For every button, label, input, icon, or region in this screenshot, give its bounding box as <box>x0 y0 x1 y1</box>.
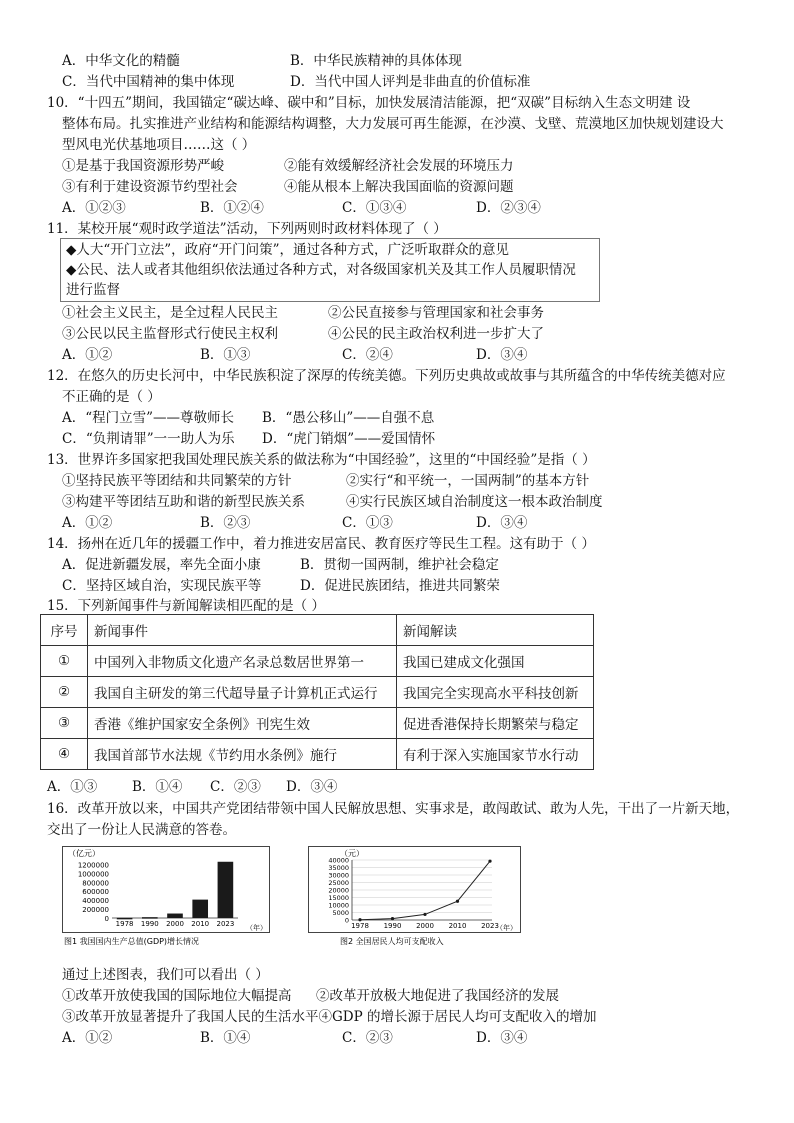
chart-title: 图2 全国居民人均可支配收入 <box>340 937 444 946</box>
table-cell: 中国列入非物质文化遗产名录总数居世界第一 <box>88 646 397 677</box>
q13-option-d: D．③④ <box>476 515 528 531</box>
q16-option-a: A．①② <box>62 1030 113 1046</box>
q11-item: ①社会主义民主，是全过程人民民主 <box>62 305 278 321</box>
q16-item: ①改革开放使我国的国际地位大幅提高 <box>62 988 292 1004</box>
q9-option-b: B．中华民族精神的具体体现 <box>290 53 462 69</box>
data-point <box>358 918 361 921</box>
q12-stem-line: 12．在悠久的历史长河中，中华民族积淀了深厚的传统美德。下列历史典故或故事与其所蕴含的中华传统美德对应 <box>47 368 726 384</box>
q16-stem-line: 16．改革开放以来，中国共产党团结带领中国人民解放思想、实事求是，敢闯敢试、敢为人先，干出了一片新天地， <box>47 801 740 817</box>
q14-option-c: C．坚持区域自治，实现民族平等 <box>62 578 262 594</box>
table-cell: 我国完全实现高水平科技创新 <box>397 677 594 708</box>
x-tick-label: 1990 <box>383 922 402 930</box>
x-tick-label: 2023 <box>216 920 235 928</box>
income-line-chart <box>308 846 522 946</box>
table-row <box>41 739 594 770</box>
y-tick-label: 40000 <box>328 856 349 865</box>
y-tick-label: 35000 <box>328 864 349 872</box>
q16-stem-line: 交出了一份让人民满意的答卷。 <box>47 822 236 838</box>
table-cell: 我国首部节水法规《节约用水条例》施行 <box>88 739 397 770</box>
data-point <box>456 900 459 903</box>
y-tick-label: 200000 <box>82 906 109 915</box>
q11-option-d: D．③④ <box>476 347 528 363</box>
q16-question: 通过上述图表，我们可以看出（ ） <box>62 967 269 983</box>
y-tick-label: 0 <box>344 916 349 925</box>
table-cell: ① <box>41 646 88 677</box>
q15-option-a: A．①③ <box>47 779 98 795</box>
x-tick-label: 2010 <box>191 920 210 928</box>
q13-item: ②实行“和平统一，一国两制”的基本方针 <box>346 473 590 489</box>
q11-option-a: A．①② <box>62 347 113 363</box>
table-cell: 香港《维护国家安全条例》刊宪生效 <box>88 708 397 739</box>
y-tick-label: 5000 <box>332 909 349 917</box>
q12-stem-line: 不正确的是（ ） <box>62 389 161 405</box>
q13-item: ④实行民族区域自治制度这一根本政治制度 <box>346 494 603 510</box>
q10-option-c: C．①③④ <box>342 200 407 216</box>
q11-material-line: ◆公民、法人或者其他组织依法通过各种方式，对各级国家机关及其工作人员履职情况 <box>66 262 576 278</box>
q14-option-b: B．贯彻一国两制，维护社会稳定 <box>300 557 499 573</box>
y-tick-label: 400000 <box>82 897 109 906</box>
table-cell: ④ <box>41 739 88 770</box>
bar <box>142 917 158 919</box>
q13-item: ③构建平等团结互助和谐的新型民族关系 <box>62 494 305 510</box>
y-tick-label: 800000 <box>82 879 109 888</box>
x-tick-label: 2023 <box>481 922 499 930</box>
q13-option-a: A．①② <box>62 515 113 531</box>
table-cell: 我国自主研发的第三代超导量子计算机正式运行 <box>88 677 397 708</box>
q11-option-c: C．②④ <box>342 347 393 363</box>
q10-stem-line: 整体布局。扎实推进产业结构和能源结构调整，大力发展可再生能源，在沙漠、戈壁、荒漠地区加快规划建设大 <box>62 116 724 132</box>
q16-item: ③改革开放显著提升了我国人民的生活水平④GDP 的增长源于居民人均可支配收入的增加 <box>62 1009 597 1025</box>
q11-option-b: B．①③ <box>200 347 251 363</box>
table-cell: 促进香港保持长期繁荣与稳定 <box>397 708 594 739</box>
gdp-bar-chart <box>62 846 276 946</box>
table-row <box>41 708 594 739</box>
q16-option-d: D．③④ <box>476 1030 528 1046</box>
q10-item: ②能有效缓解经济社会发展的环境压力 <box>284 158 514 174</box>
q11-item: ③公民以民主监督形式行使民主权利 <box>62 326 278 342</box>
q11-stem: 11．某校开展“观时政学道法”活动，下列两则时政材料体现了（ ） <box>47 221 447 237</box>
chart-xlabel: （年） <box>496 924 517 932</box>
q10-item: ③有利于建设资源节约型社会 <box>62 179 238 195</box>
chart-ylabel: （元） <box>340 849 364 858</box>
q9-option-d: D．当代中国人评判是非曲直的价值标准 <box>290 74 531 90</box>
table-row <box>41 646 594 677</box>
q11-material-line: 进行监督 <box>66 282 120 298</box>
q13-item: ①坚持民族平等团结和共同繁荣的方针 <box>62 473 292 489</box>
x-tick-label: 1978 <box>351 922 369 930</box>
bar <box>192 900 208 918</box>
q10-item: ①是基于我国资源形势严峻 <box>62 158 224 174</box>
y-tick-label: 10000 <box>328 901 349 910</box>
q15-option-c: C．②③ <box>210 779 261 795</box>
q13-stem: 13．世界许多国家把我国处理民族关系的做法称为“中国经验”，这里的“中国经验”是指（ ） <box>47 452 596 468</box>
q9-option-a: A．中华文化的精髓 <box>62 53 180 69</box>
bar <box>167 914 183 918</box>
table-cell: ② <box>41 677 88 708</box>
news-table <box>40 614 594 770</box>
q12-option-a: A．“程门立雪”——尊敬师长 <box>62 410 235 426</box>
x-tick-label: 2000 <box>416 922 434 930</box>
x-tick-label: 2010 <box>448 922 467 930</box>
y-tick-label: 25000 <box>328 879 349 887</box>
q14-option-d: D．促进民族团结，推进共同繁荣 <box>300 578 500 594</box>
table-cell: 我国已建成文化强国 <box>397 646 594 677</box>
q12-option-d: D．“虎门销烟”——爱国情怀 <box>262 431 436 447</box>
q13-option-c: C．①③ <box>342 515 393 531</box>
q16-option-c: C．②③ <box>342 1030 393 1046</box>
q13-option-b: B．②③ <box>200 515 251 531</box>
q10-stem-line: 型风电光伏基地项目……这（ ） <box>62 137 256 153</box>
table-row <box>41 677 594 708</box>
q10-item: ④能从根本上解决我国面临的资源问题 <box>284 179 514 195</box>
y-tick-label: 1000000 <box>77 870 109 879</box>
q14-option-a: A．促进新疆发展，率先全面小康 <box>62 557 261 573</box>
q15-option-b: B．①④ <box>132 779 183 795</box>
y-tick-label: 1200000 <box>77 861 109 870</box>
q10-option-d: D．②③④ <box>476 200 541 216</box>
q15-option-d: D．③④ <box>286 779 338 795</box>
q10-option-a: A．①②③ <box>62 200 126 216</box>
q10-option-b: B．①②④ <box>200 200 264 216</box>
q9-option-c: C．当代中国精神的集中体现 <box>62 74 235 90</box>
column-header: 序号 <box>41 615 88 646</box>
chart-xlabel: （年） <box>246 924 267 932</box>
q16-item: ②改革开放极大地促进了我国经济的发展 <box>316 988 559 1004</box>
y-tick-label: 600000 <box>82 888 109 897</box>
q15-stem: 15．下列新闻事件与新闻解读相匹配的是（ ） <box>47 598 325 614</box>
column-header: 新闻事件 <box>88 615 397 646</box>
x-tick-label: 1990 <box>140 920 159 928</box>
data-point <box>423 913 426 916</box>
bar <box>218 862 234 918</box>
q14-stem: 14．扬州在近几年的援疆工作中，着力推进安居富民、教育医疗等民生工程。这有助于（ ） <box>47 536 595 552</box>
table-header-row <box>41 615 594 646</box>
chart-ylabel: （亿元） <box>68 849 100 858</box>
y-tick-label: 0 <box>104 915 109 923</box>
data-point <box>488 860 491 863</box>
y-tick-label: 30000 <box>328 871 349 880</box>
q11-item: ④公民的民主政治权利进一步扩大了 <box>328 326 544 342</box>
y-tick-label: 15000 <box>328 894 349 902</box>
column-header: 新闻解读 <box>397 615 594 646</box>
q16-option-b: B．①④ <box>200 1030 251 1046</box>
q10-stem-line: 10．“十四五”期间，我国锚定“碳达峰、碳中和”目标，加快发展清洁能源，把“双碳”目标纳入生态文明建 设 <box>47 95 691 111</box>
q11-item: ②公民直接参与管理国家和社会事务 <box>328 305 544 321</box>
x-tick-label: 1978 <box>115 920 134 928</box>
table-cell: ③ <box>41 708 88 739</box>
x-tick-label: 2000 <box>166 920 184 928</box>
y-tick-label: 20000 <box>328 886 349 895</box>
q11-material-line: ◆人大“开门立法”，政府“开门问策”，通过各种方式，广泛听取群众的意见 <box>66 242 509 258</box>
data-point <box>391 917 394 920</box>
q12-option-c: C．“负荆请罪”一一助人为乐 <box>62 431 235 447</box>
table-cell: 有利于深入实施国家节水行动 <box>397 739 594 770</box>
chart-title: 图1 我国国内生产总值(GDP)增长情况 <box>64 937 200 946</box>
q12-option-b: B．“愚公移山”——自强不息 <box>262 410 435 426</box>
